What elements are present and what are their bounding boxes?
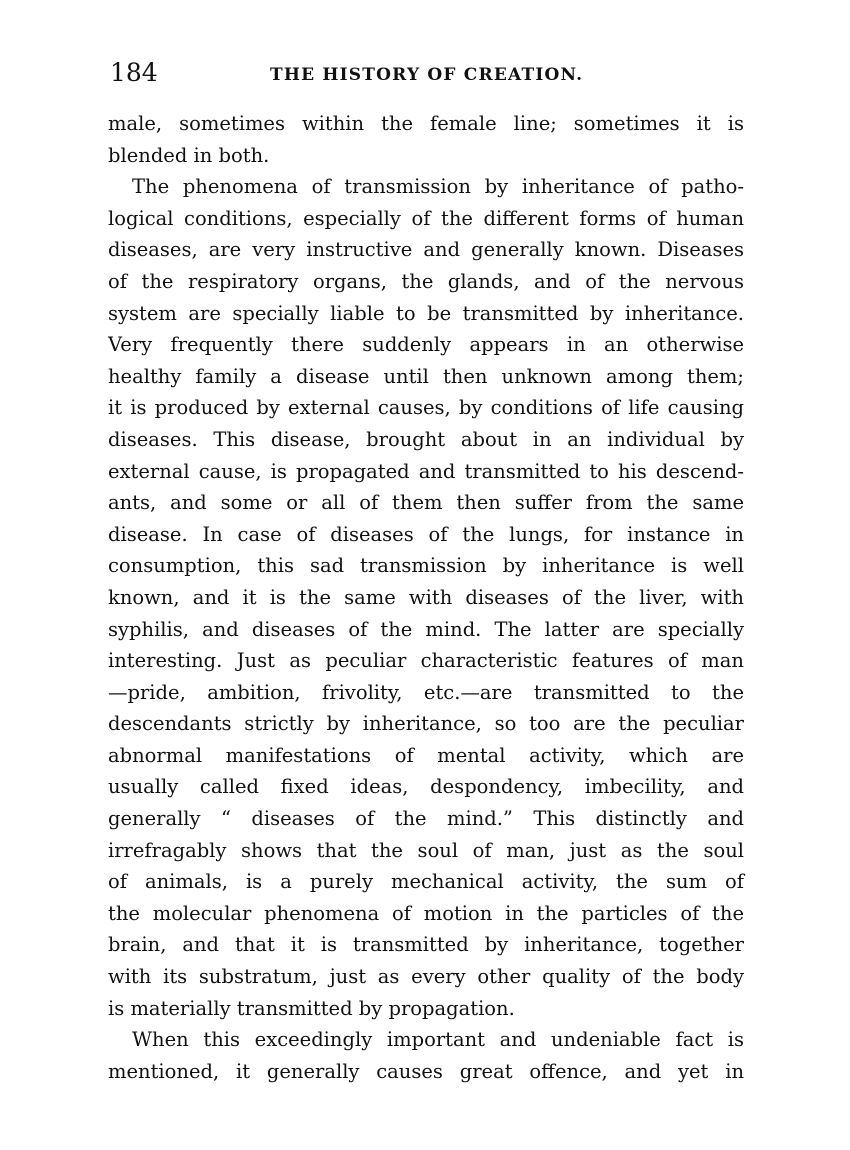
text-line: of animals, is a purely mechanical activity, the sum of — [108, 870, 744, 894]
page-header — [108, 58, 744, 90]
text-line: irrefragably shows that the soul of man, just as the soul — [108, 838, 744, 862]
text-line: external cause, is propagated and transmitted to his descend- — [108, 459, 744, 483]
text-line: brain, and that it is transmitted by inheritance, together — [108, 933, 744, 957]
text-line: The phenomena of transmission by inheritance of patho- — [132, 175, 744, 199]
text-line: known, and it is the same with diseases of the liver, with — [108, 585, 744, 609]
text-line: the molecular phenomena of motion in the particles of the — [108, 901, 744, 925]
text-line: healthy family a disease until then unknown among them; — [108, 364, 744, 388]
text-line: of the respiratory organs, the glands, and of the nervous — [108, 269, 744, 293]
text-line: it is produced by external causes, by conditions of life causing — [108, 396, 744, 420]
text-line: descendants strictly by inheritance, so too are the peculiar — [108, 712, 744, 736]
running-title: THE HISTORY OF CREATION. — [270, 65, 584, 85]
text-line: usually called fixed ideas, despondency, imbecility, and — [108, 775, 744, 799]
body-text — [108, 108, 744, 1087]
text-line: —pride, ambition, frivolity, etc.—are transmitted to the — [108, 680, 744, 704]
text-line: diseases. This disease, brought about in an individual by — [108, 427, 744, 451]
text-line: disease. In case of diseases of the lungs, for instance in — [108, 522, 744, 546]
text-line: When this exceedingly important and undeniable fact is — [132, 1028, 744, 1052]
text-line: diseases, are very instructive and generally known. Diseases — [108, 238, 744, 262]
page-number: 184 — [110, 58, 158, 87]
text-line: abnormal manifestations of mental activity, which are — [108, 743, 744, 767]
text-line: ants, and some or all of them then suffer from the same — [108, 491, 744, 515]
text-line: consumption, this sad transmission by inheritance is well — [108, 554, 744, 578]
text-line: system are specially liable to be transmitted by inheritance. — [108, 301, 744, 325]
text-line: generally “ diseases of the mind.” This distinctly and — [108, 807, 744, 831]
text-line: syphilis, and diseases of the mind. The latter are specially — [108, 617, 744, 641]
text-line: male, sometimes within the female line; sometimes it is — [108, 112, 744, 135]
text-line: blended in both. — [108, 143, 270, 167]
text-line: interesting. Just as peculiar characteristic features of man — [108, 649, 744, 673]
text-line: mentioned, it generally causes great offence, and yet in — [108, 1059, 744, 1083]
text-line: Very frequently there suddenly appears in an otherwise — [108, 333, 744, 357]
text-line: with its substratum, just as every other quality of the body — [108, 965, 744, 989]
text-line: is materially transmitted by propagation. — [108, 996, 515, 1020]
text-line: logical conditions, especially of the different forms of human — [108, 206, 744, 230]
